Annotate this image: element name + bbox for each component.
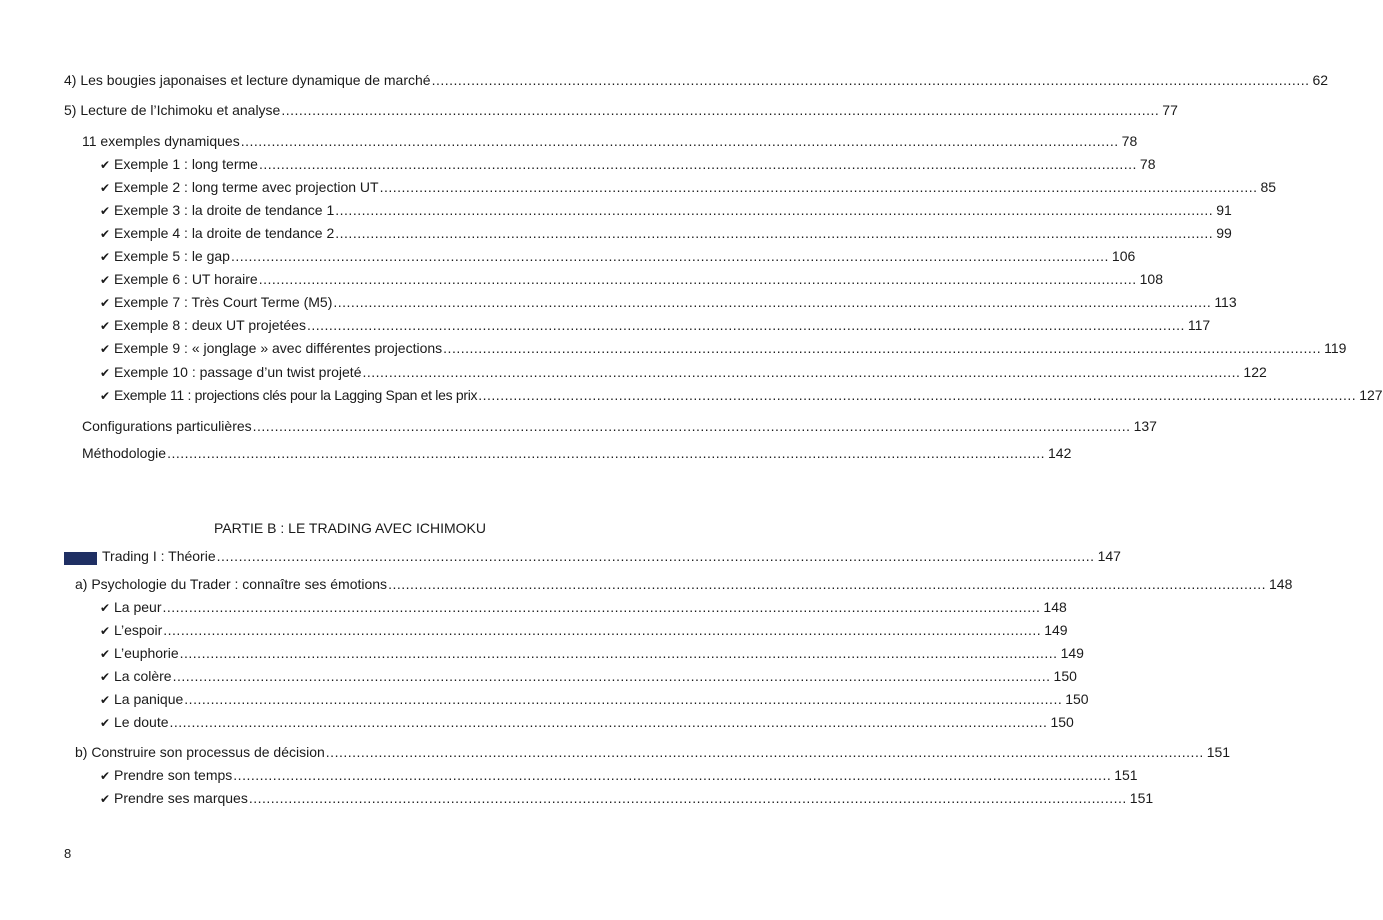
toc-entry-text: Configurations particulières — [82, 418, 252, 434]
toc-entry-text: La peur — [114, 599, 162, 615]
toc-subentry — [100, 767, 1138, 787]
toc-subentry — [100, 790, 1154, 810]
checkmark-icon: ✔ — [100, 693, 111, 707]
toc-entry-page: 150 — [1065, 691, 1089, 707]
toc-entry-text: Exemple 2 : long terme avec projection UT — [114, 179, 379, 195]
toc-entry-text: Le doute — [114, 714, 169, 730]
toc-entry-page: 142 — [1048, 445, 1072, 461]
toc-entry-page: 151 — [1129, 790, 1154, 806]
toc-subentry — [100, 179, 1277, 199]
dot-leader: ........................................................................................................................................................................................................ — [333, 294, 1212, 310]
toc-subentry — [100, 248, 1136, 268]
toc-entry-page: 122 — [1243, 364, 1267, 380]
toc-entry-page: 117 — [1187, 317, 1211, 333]
toc-entry-page: 149 — [1060, 645, 1084, 661]
toc-entry-page: 91 — [1216, 202, 1232, 218]
checkmark-icon: ✔ — [100, 342, 111, 356]
toc-entry-text: Exemple 1 : long terme — [114, 156, 258, 172]
toc-entry — [102, 548, 1121, 568]
dot-leader: ........................................................................................................................................................................................................ — [478, 387, 1357, 403]
dot-leader: ........................................................................................................................................................................................................ — [281, 102, 1160, 118]
toc-entry-text: Exemple 8 : deux UT projetées — [114, 317, 306, 333]
toc-entry-text: Prendre ses marques — [114, 790, 248, 806]
toc-subentry — [100, 364, 1267, 384]
dot-leader: ........................................................................................................................................................................................................ — [230, 248, 1109, 264]
toc-entry-page: 148 — [1043, 599, 1067, 615]
toc-entry-text: Prendre son temps — [114, 767, 233, 783]
toc-subentry — [100, 317, 1211, 337]
toc-subentry — [100, 271, 1163, 291]
toc-entry-page: 119 — [1324, 340, 1347, 356]
toc-entry-text: La colère — [114, 668, 172, 684]
toc-entry — [75, 744, 1231, 764]
toc-entry-text: Méthodologie — [82, 445, 167, 461]
toc-subentry — [100, 714, 1074, 734]
dot-leader: ........................................................................................................................................................................................................ — [306, 317, 1185, 333]
toc-entry-text: La panique — [114, 691, 184, 707]
dot-leader: ........................................................................................................................................................................................................ — [325, 744, 1204, 760]
toc-entry-page: 85 — [1260, 179, 1277, 195]
toc-entry-page: 149 — [1044, 622, 1068, 638]
section-title: PARTIE B : LE TRADING AVEC ICHIMOKU — [213, 520, 487, 536]
checkmark-icon: ✔ — [100, 647, 111, 661]
toc-entry-page: 77 — [1162, 102, 1178, 118]
checkmark-icon: ✔ — [100, 296, 111, 310]
toc-entry-text: Exemple 3 : la droite de tendance 1 — [114, 202, 335, 218]
dot-leader: ........................................................................................................................................................................................................ — [179, 645, 1058, 661]
toc-entry-page: 150 — [1050, 714, 1074, 730]
dot-leader: ........................................................................................................................................................................................................ — [184, 691, 1063, 707]
toc-entry — [82, 445, 1072, 465]
toc-entry — [64, 102, 1178, 122]
dot-leader: ........................................................................................................................................................................................................ — [172, 668, 1051, 684]
toc-entry-page: 62 — [1312, 72, 1329, 88]
toc-entry-page: 99 — [1216, 225, 1232, 241]
toc-entry-text: Trading I : Théorie — [102, 548, 216, 564]
dot-leader: ........................................................................................................................................................................................................ — [379, 179, 1258, 195]
toc-entry-text: b) Construire son processus de décision — [75, 744, 325, 760]
toc-entry-text: Exemple 9 : « jonglage » avec différentes projections — [114, 340, 443, 356]
toc-entry-page: 137 — [1133, 418, 1157, 434]
toc-subentry — [100, 691, 1089, 711]
dot-leader: ........................................................................................................................................................................................................ — [258, 156, 1137, 172]
checkmark-icon: ✔ — [100, 769, 111, 783]
checkmark-icon: ✔ — [100, 227, 111, 241]
toc-entry-text: 11 exemples dynamiques — [82, 133, 240, 149]
toc-entry — [75, 576, 1293, 596]
checkmark-icon: ✔ — [100, 273, 111, 287]
toc-entry-text: Exemple 4 : la droite de tendance 2 — [114, 225, 335, 241]
dot-leader: ........................................................................................................................................................................................................ — [431, 72, 1310, 88]
toc-subentry — [100, 645, 1084, 665]
toc-entry-page: 106 — [1111, 248, 1136, 264]
dot-leader: ........................................................................................................................................................................................................ — [248, 790, 1127, 806]
checkmark-icon: ✔ — [100, 389, 111, 403]
dot-leader: ........................................................................................................................................................................................................ — [240, 133, 1119, 149]
toc-entry-text: L’euphorie — [114, 645, 179, 661]
toc-subentry — [100, 202, 1232, 222]
dot-leader: ........................................................................................................................................................................................................ — [335, 225, 1214, 241]
toc-entry-page: 148 — [1269, 576, 1293, 592]
toc-entry — [82, 133, 1138, 153]
toc-entry-page: 108 — [1139, 271, 1163, 287]
toc-subentry — [100, 387, 1383, 407]
dot-leader: ........................................................................................................................................................................................................ — [163, 622, 1042, 638]
toc-entry — [82, 418, 1157, 438]
dot-leader: ........................................................................................................................................................................................................ — [216, 548, 1095, 564]
dot-leader: ........................................................................................................................................................................................................ — [167, 445, 1045, 461]
toc-subentry — [100, 668, 1077, 688]
toc-entry — [64, 72, 1329, 92]
page-number: 8 — [64, 846, 72, 861]
checkmark-icon: ✔ — [100, 158, 111, 172]
toc-entry-text: Exemple 11 : projections clés pour la Lagging Span et les prix — [114, 387, 478, 403]
checkmark-icon: ✔ — [100, 366, 111, 380]
toc-entry-text: 5) Lecture de l’Ichimoku et analyse — [64, 102, 281, 118]
dot-leader: ........................................................................................................................................................................................................ — [362, 364, 1241, 380]
checkmark-icon: ✔ — [100, 250, 111, 264]
toc-entry-page: 78 — [1121, 133, 1138, 149]
checkmark-icon: ✔ — [100, 204, 111, 218]
dot-leader: ........................................................................................................................................................................................................ — [233, 767, 1112, 783]
checkmark-icon: ✔ — [100, 319, 111, 333]
toc-subentry — [100, 622, 1068, 642]
dot-leader: ........................................................................................................................................................................................................ — [443, 340, 1322, 356]
toc-subentry — [100, 599, 1067, 619]
checkmark-icon: ✔ — [100, 670, 111, 684]
toc-entry-text: Exemple 7 : Très Court Terme (M5) — [114, 294, 333, 310]
checkmark-icon: ✔ — [100, 792, 111, 806]
toc-subentry — [100, 225, 1232, 245]
toc-entry-page: 151 — [1206, 744, 1231, 760]
toc-entry-text: Exemple 6 : UT horaire — [114, 271, 258, 287]
toc-entry-text: Exemple 5 : le gap — [114, 248, 230, 264]
dot-leader: ........................................................................................................................................................................................................ — [335, 202, 1214, 218]
toc-subentry — [100, 294, 1237, 314]
dot-leader: ........................................................................................................................................................................................................ — [388, 576, 1266, 592]
toc-entry-text: 4) Les bougies japonaises et lecture dynamique de marché — [64, 72, 431, 88]
checkmark-icon: ✔ — [100, 624, 111, 638]
toc-entry-page: 127 — [1359, 387, 1383, 403]
toc-entry-text: a) Psychologie du Trader : connaître ses émotions — [75, 576, 388, 592]
toc-entry-page: 151 — [1114, 767, 1138, 783]
checkmark-icon: ✔ — [100, 716, 111, 730]
chapter-marker-bar — [64, 552, 97, 565]
checkmark-icon: ✔ — [100, 601, 111, 615]
dot-leader: ........................................................................................................................................................................................................ — [169, 714, 1048, 730]
toc-entry-page: 113 — [1214, 294, 1237, 310]
checkmark-icon: ✔ — [100, 181, 111, 195]
toc-entry-page: 78 — [1139, 156, 1156, 172]
toc-entry-text: Exemple 10 : passage d’un twist projeté — [114, 364, 362, 380]
dot-leader: ........................................................................................................................................................................................................ — [252, 418, 1131, 434]
dot-leader: ........................................................................................................................................................................................................ — [258, 271, 1137, 287]
toc-entry-text: L’espoir — [114, 622, 163, 638]
toc-subentry — [100, 340, 1347, 360]
toc-subentry — [100, 156, 1156, 176]
toc-entry-page: 147 — [1097, 548, 1121, 564]
dot-leader: ........................................................................................................................................................................................................ — [162, 599, 1041, 615]
toc-entry-page: 150 — [1053, 668, 1077, 684]
